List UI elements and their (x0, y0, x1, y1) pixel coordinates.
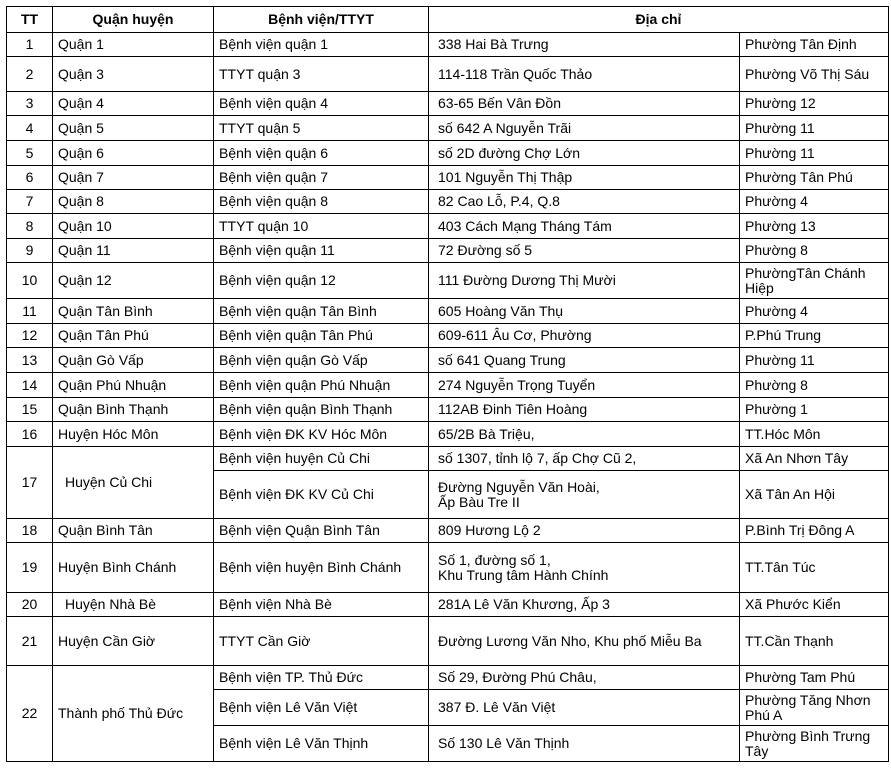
cell-tt: 12 (7, 324, 53, 348)
cell-facility: Bệnh viện quận 4 (214, 92, 429, 116)
cell-tt: 19 (7, 543, 53, 593)
table-row (7, 543, 889, 593)
cell-tt: 9 (7, 239, 53, 263)
cell-ward: Phường 11 (740, 141, 889, 166)
cell-ward: TT.Tân Túc (740, 543, 889, 593)
cell-facility: Bệnh viện Nhà Bè (214, 593, 429, 617)
cell-tt: 16 (7, 422, 53, 447)
cell-district: Huyện Nhà Bè (53, 593, 214, 617)
hospital-table (6, 6, 889, 762)
cell-address: Đường Nguyễn Văn Hoài, Ấp Bàu Tre II (429, 471, 740, 519)
cell-district: Quận 8 (53, 190, 214, 214)
cell-ward: TT.Hóc Môn (740, 422, 889, 447)
cell-facility: Bệnh viện quận Tân Bình (214, 299, 429, 324)
table-body (7, 33, 889, 762)
cell-tt: 6 (7, 166, 53, 190)
cell-facility: Bệnh viện ĐK KV Hóc Môn (214, 422, 429, 447)
cell-ward: Phường 8 (740, 373, 889, 398)
cell-ward: Phường Tân Phú (740, 166, 889, 190)
header-address: Địa chỉ (429, 7, 889, 33)
cell-tt: 2 (7, 57, 53, 92)
cell-facility: Bệnh viện huyện Bình Chánh (214, 543, 429, 593)
table-row (7, 239, 889, 263)
table-row (7, 92, 889, 116)
cell-district: Quận 1 (53, 33, 214, 57)
cell-district: Thành phố Thủ Đức (53, 666, 214, 762)
header-district: Quận huyện (53, 7, 214, 33)
cell-facility: Bệnh viện quận 1 (214, 33, 429, 57)
table-row (7, 593, 889, 617)
cell-tt: 1 (7, 33, 53, 57)
cell-ward: Phường 1 (740, 398, 889, 422)
cell-facility: Bệnh viện Quận Bình Tân (214, 519, 429, 543)
cell-district: Quận Bình Thạnh (53, 398, 214, 422)
cell-address: 82 Cao Lỗ, P.4, Q.8 (429, 190, 740, 214)
cell-address: 274 Nguyễn Trọng Tuyển (429, 373, 740, 398)
table-row (7, 141, 889, 166)
cell-district: Quận 11 (53, 239, 214, 263)
table-row (7, 519, 889, 543)
cell-district: Quận Tân Phú (53, 324, 214, 348)
cell-district: Quận Gò Vấp (53, 348, 214, 373)
cell-address: Số 1, đường số 1, Khu Trung tâm Hành Chính (429, 543, 740, 593)
cell-district: Huyện Cần Giờ (53, 617, 214, 666)
cell-ward: Phường 13 (740, 214, 889, 239)
cell-address: 605 Hoàng Văn Thụ (429, 299, 740, 324)
cell-address: 112AB Đinh Tiên Hoàng (429, 398, 740, 422)
cell-tt: 3 (7, 92, 53, 116)
cell-facility: TTYT quận 3 (214, 57, 429, 92)
cell-address: 387 Đ. Lê Văn Việt (429, 690, 740, 726)
table-row (7, 190, 889, 214)
header-row (7, 7, 889, 33)
cell-address: Số 130 Lê Văn Thịnh (429, 726, 740, 762)
cell-ward: Phường 11 (740, 116, 889, 141)
cell-district: Quận 5 (53, 116, 214, 141)
cell-tt: 22 (7, 666, 53, 762)
table-row (7, 116, 889, 141)
table-row (7, 166, 889, 190)
cell-tt: 15 (7, 398, 53, 422)
cell-facility: Bệnh viện quận 7 (214, 166, 429, 190)
cell-ward: Phường Tân Định (740, 33, 889, 57)
table-row (7, 373, 889, 398)
cell-address: 72 Đường số 5 (429, 239, 740, 263)
cell-address: 609-611 Âu Cơ, Phường (429, 324, 740, 348)
table-row (7, 299, 889, 324)
cell-facility: Bệnh viện quận Phú Nhuận (214, 373, 429, 398)
cell-ward: Phường 11 (740, 348, 889, 373)
cell-facility: Bệnh viện Lê Văn Việt (214, 690, 429, 726)
header-tt: TT (7, 7, 53, 33)
table-row (7, 214, 889, 239)
cell-ward: Phường Tam Phú (740, 666, 889, 690)
cell-address: số 2D đường Chợ Lớn (429, 141, 740, 166)
cell-ward: Xã An Nhơn Tây (740, 447, 889, 471)
cell-tt: 11 (7, 299, 53, 324)
cell-facility: Bệnh viện quận Bình Thạnh (214, 398, 429, 422)
table-row (7, 33, 889, 57)
cell-facility: Bệnh viện quận 8 (214, 190, 429, 214)
cell-tt: 13 (7, 348, 53, 373)
table-row (7, 263, 889, 299)
table-row (7, 422, 889, 447)
table-row (7, 666, 889, 690)
cell-tt: 21 (7, 617, 53, 666)
table-row (7, 617, 889, 666)
cell-tt: 17 (7, 447, 53, 519)
table-row (7, 348, 889, 373)
cell-ward: Phường 4 (740, 299, 889, 324)
cell-facility: Bệnh viện quận Gò Vấp (214, 348, 429, 373)
cell-district: Quận 10 (53, 214, 214, 239)
cell-ward: Phường Bình Trưng Tây (740, 726, 889, 762)
cell-address: 281A Lê Văn Khương, Ấp 3 (429, 593, 740, 617)
cell-address: Số 29, Đường Phú Châu, (429, 666, 740, 690)
cell-address: số 1307, tỉnh lộ 7, ấp Chợ Cũ 2, (429, 447, 740, 471)
cell-tt: 18 (7, 519, 53, 543)
cell-facility: TTYT quận 5 (214, 116, 429, 141)
table-row (7, 447, 889, 471)
cell-facility: Bệnh viện huyện Củ Chi (214, 447, 429, 471)
cell-tt: 14 (7, 373, 53, 398)
cell-tt: 8 (7, 214, 53, 239)
cell-address: 111 Đường Dương Thị Mười (429, 263, 740, 299)
cell-district: Huyện Bình Chánh (53, 543, 214, 593)
cell-ward: Phường 8 (740, 239, 889, 263)
cell-ward: TT.Cần Thạnh (740, 617, 889, 666)
cell-ward: Xã Phước Kiển (740, 593, 889, 617)
cell-ward: Phường 4 (740, 190, 889, 214)
cell-facility: Bệnh viện ĐK KV Củ Chi (214, 471, 429, 519)
cell-ward: Phường Võ Thị Sáu (740, 57, 889, 92)
cell-facility: TTYT quận 10 (214, 214, 429, 239)
cell-ward: PhườngTân Chánh Hiệp (740, 263, 889, 299)
cell-district: Huyện Hóc Môn (53, 422, 214, 447)
cell-district: Quận 3 (53, 57, 214, 92)
cell-address: 65/2B Bà Triệu, (429, 422, 740, 447)
cell-facility: TTYT Cần Giờ (214, 617, 429, 666)
cell-address: 101 Nguyễn Thị Thập (429, 166, 740, 190)
cell-ward: Xã Tân An Hội (740, 471, 889, 519)
cell-district: Quận 7 (53, 166, 214, 190)
cell-facility: Bệnh viện Lê Văn Thịnh (214, 726, 429, 762)
cell-address: 114-118 Trần Quốc Thảo (429, 57, 740, 92)
cell-facility: Bệnh viện TP. Thủ Đức (214, 666, 429, 690)
cell-district: Quận 6 (53, 141, 214, 166)
cell-district: Huyện Củ Chi (53, 447, 214, 519)
cell-address: 338 Hai Bà Trưng (429, 33, 740, 57)
cell-address: số 642 A Nguyễn Trãi (429, 116, 740, 141)
cell-district: Quận 12 (53, 263, 214, 299)
cell-tt: 10 (7, 263, 53, 299)
cell-facility: Bệnh viện quận 11 (214, 239, 429, 263)
cell-district: Quận 4 (53, 92, 214, 116)
cell-ward: Phường 12 (740, 92, 889, 116)
cell-address: Đường Lương Văn Nho, Khu phố Miễu Ba (429, 617, 740, 666)
cell-facility: Bệnh viện quận 12 (214, 263, 429, 299)
cell-facility: Bệnh viện quận 6 (214, 141, 429, 166)
cell-tt: 20 (7, 593, 53, 617)
header-facility: Bệnh viện/TTYT (214, 7, 429, 33)
cell-address: 63-65 Bến Vân Đồn (429, 92, 740, 116)
cell-district: Quận Phú Nhuận (53, 373, 214, 398)
cell-tt: 5 (7, 141, 53, 166)
cell-ward: P.Bình Trị Đông A (740, 519, 889, 543)
cell-facility: Bệnh viện quận Tân Phú (214, 324, 429, 348)
cell-address: 403 Cách Mạng Tháng Tám (429, 214, 740, 239)
table-row (7, 324, 889, 348)
table-row (7, 57, 889, 92)
cell-address: 809 Hương Lộ 2 (429, 519, 740, 543)
cell-tt: 7 (7, 190, 53, 214)
cell-ward: P.Phú Trung (740, 324, 889, 348)
cell-district: Quận Tân Bình (53, 299, 214, 324)
table-row (7, 398, 889, 422)
cell-district: Quận Bình Tân (53, 519, 214, 543)
cell-address: số 641 Quang Trung (429, 348, 740, 373)
cell-tt: 4 (7, 116, 53, 141)
cell-ward: Phường Tăng Nhơn Phú A (740, 690, 889, 726)
